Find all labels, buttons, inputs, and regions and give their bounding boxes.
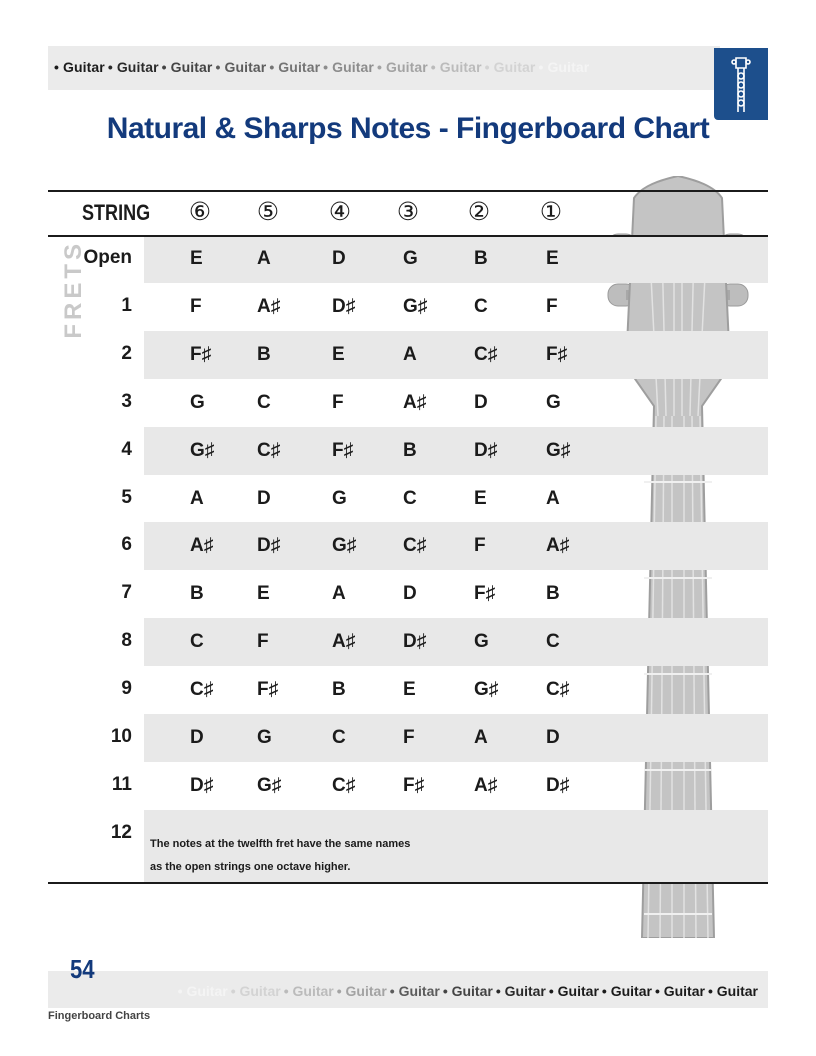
note-cell: A♯	[546, 535, 570, 556]
note-cell: F	[546, 296, 558, 317]
note-cell: G	[403, 248, 418, 269]
table-bottom-rule	[48, 882, 768, 884]
note-cell: A♯	[332, 631, 356, 652]
footer-banner-word: • Guitar	[177, 983, 228, 999]
note-cell: C♯	[546, 679, 570, 700]
note-cell: D	[332, 248, 346, 269]
string-number: ⑥	[188, 197, 212, 226]
fret-label: 5	[121, 487, 132, 508]
footer-banner-word: • Guitar	[389, 983, 440, 999]
note-cell: A♯	[474, 775, 498, 796]
header-banner-word: • Guitar	[323, 59, 374, 75]
note-cell: E	[257, 583, 270, 604]
note-cell: A	[257, 248, 271, 269]
row-shading	[144, 237, 768, 283]
note-cell: F	[190, 296, 202, 317]
fret-label: 4	[121, 439, 132, 460]
header-banner-word: • Guitar	[430, 59, 482, 75]
fret-label: 8	[121, 630, 132, 651]
footer-banner	[48, 971, 768, 1008]
note-cell: E	[190, 248, 203, 269]
note-cell: G♯	[257, 775, 282, 796]
note-cell: G♯	[332, 535, 357, 556]
footer-banner-word: • Guitar	[283, 983, 334, 999]
note-cell: B	[190, 583, 204, 604]
note-cell: A♯	[190, 535, 214, 556]
note-cell: F♯	[257, 679, 279, 700]
note-cell: D	[546, 727, 560, 748]
note-cell: F	[332, 392, 344, 413]
note-cell: C	[403, 488, 417, 509]
note-cell: G♯	[190, 440, 215, 461]
header-banner-word: • Guitar	[484, 59, 536, 75]
note-cell: A	[332, 583, 346, 604]
footer-banner-word: • Guitar	[442, 983, 493, 999]
note-cell: C	[257, 392, 271, 413]
frets-side-label: FRETS	[60, 240, 87, 339]
note-cell: F	[403, 727, 415, 748]
note-cell: A♯	[257, 296, 281, 317]
note-cell: G	[332, 488, 347, 509]
footer-banner-word: • Guitar	[548, 983, 599, 999]
note-cell: G	[546, 392, 561, 413]
footer-banner-word: • Guitar	[707, 983, 758, 999]
note-cell: C♯	[403, 535, 427, 556]
note-cell: F♯	[546, 344, 568, 365]
footer-banner-word: • Guitar	[336, 983, 387, 999]
note-cell: G♯	[474, 679, 499, 700]
fret-label: 7	[121, 582, 132, 603]
twelfth-fret-note-line-1: The notes at the twelfth fret have the same names	[150, 838, 411, 850]
table-top-rule	[48, 190, 768, 192]
note-cell: D	[190, 727, 204, 748]
string-number: ④	[328, 197, 352, 226]
header-banner-word: • Guitar	[54, 59, 105, 75]
note-cell: B	[332, 679, 346, 700]
row-shading	[144, 331, 768, 379]
row-shading	[144, 522, 768, 570]
note-cell: D♯	[403, 631, 427, 652]
fret-label: 1	[121, 295, 132, 316]
row-shading	[144, 427, 768, 475]
note-cell: C	[474, 296, 488, 317]
note-cell: C	[546, 631, 560, 652]
note-cell: C♯	[190, 679, 214, 700]
note-cell: D♯	[257, 535, 281, 556]
note-cell: E	[474, 488, 487, 509]
note-cell: B	[403, 440, 417, 461]
note-cell: B	[257, 344, 271, 365]
note-cell: D♯	[332, 296, 356, 317]
note-cell: C	[190, 631, 204, 652]
fret-label: 2	[121, 343, 132, 364]
note-cell: D♯	[474, 440, 498, 461]
top-banner-words	[54, 59, 592, 75]
note-cell: G	[257, 727, 272, 748]
note-cell: B	[546, 583, 560, 604]
section-name: Fingerboard Charts	[48, 1010, 151, 1022]
header-banner-word: • Guitar	[215, 59, 267, 75]
note-cell: F♯	[474, 583, 496, 604]
note-cell: A	[403, 344, 417, 365]
note-cell: C	[332, 727, 346, 748]
footer-banner-word: • Guitar	[230, 983, 281, 999]
note-cell: D	[257, 488, 271, 509]
note-cell: C♯	[257, 440, 281, 461]
row-shading	[144, 618, 768, 666]
string-header-label: STRING	[82, 200, 151, 225]
footer-banner-word: • Guitar	[495, 983, 546, 999]
header-banner-word: • Guitar	[538, 59, 590, 75]
fret-label: 3	[121, 391, 132, 412]
note-cell: E	[332, 344, 345, 365]
note-cell: D	[403, 583, 417, 604]
note-cell: A	[546, 488, 560, 509]
header-banner-word: • Guitar	[376, 59, 428, 75]
note-cell: D♯	[190, 775, 214, 796]
fret-label: 12	[110, 822, 132, 843]
top-banner	[48, 46, 720, 90]
guitar-neck-icon	[728, 54, 754, 116]
page-title: Natural & Sharps Notes - Fingerboard Chart	[106, 112, 710, 145]
note-cell: B	[474, 248, 488, 269]
header-banner-word: • Guitar	[107, 59, 159, 75]
note-cell: G♯	[403, 296, 428, 317]
fret-label: 10	[110, 726, 132, 747]
note-cell: A	[474, 727, 488, 748]
note-cell: G♯	[546, 440, 571, 461]
corner-tab	[714, 48, 768, 120]
page-number: 54	[70, 954, 95, 984]
row-shading	[144, 714, 768, 762]
fret-label: 6	[121, 534, 132, 555]
string-number: ②	[467, 197, 491, 226]
twelfth-fret-note-line-2: as the open strings one octave higher.	[150, 861, 351, 873]
note-cell: E	[546, 248, 559, 269]
note-cell: D♯	[546, 775, 570, 796]
note-cell: F♯	[190, 344, 212, 365]
note-cell: F	[474, 535, 486, 556]
note-cell: D	[474, 392, 488, 413]
note-cell: A	[190, 488, 204, 509]
note-cell: C♯	[332, 775, 356, 796]
note-cell: E	[403, 679, 416, 700]
note-cell: F♯	[332, 440, 354, 461]
fret-label: 11	[111, 774, 132, 795]
string-number: ⑤	[256, 197, 280, 226]
note-cell: G	[474, 631, 489, 652]
note-cell: F	[257, 631, 269, 652]
header-banner-word: • Guitar	[161, 59, 213, 75]
note-cell: G	[190, 392, 205, 413]
footer-banner-words	[175, 983, 758, 999]
fret-label: Open	[83, 247, 132, 268]
note-cell: F♯	[403, 775, 425, 796]
note-cell: A♯	[403, 392, 427, 413]
string-number: ①	[539, 197, 563, 226]
header-banner-word: • Guitar	[269, 59, 321, 75]
footer-banner-word: • Guitar	[601, 983, 652, 999]
note-cell: C♯	[474, 344, 498, 365]
string-number: ③	[396, 197, 420, 226]
footer-banner-word: • Guitar	[654, 983, 705, 999]
fret-label: 9	[121, 678, 132, 699]
